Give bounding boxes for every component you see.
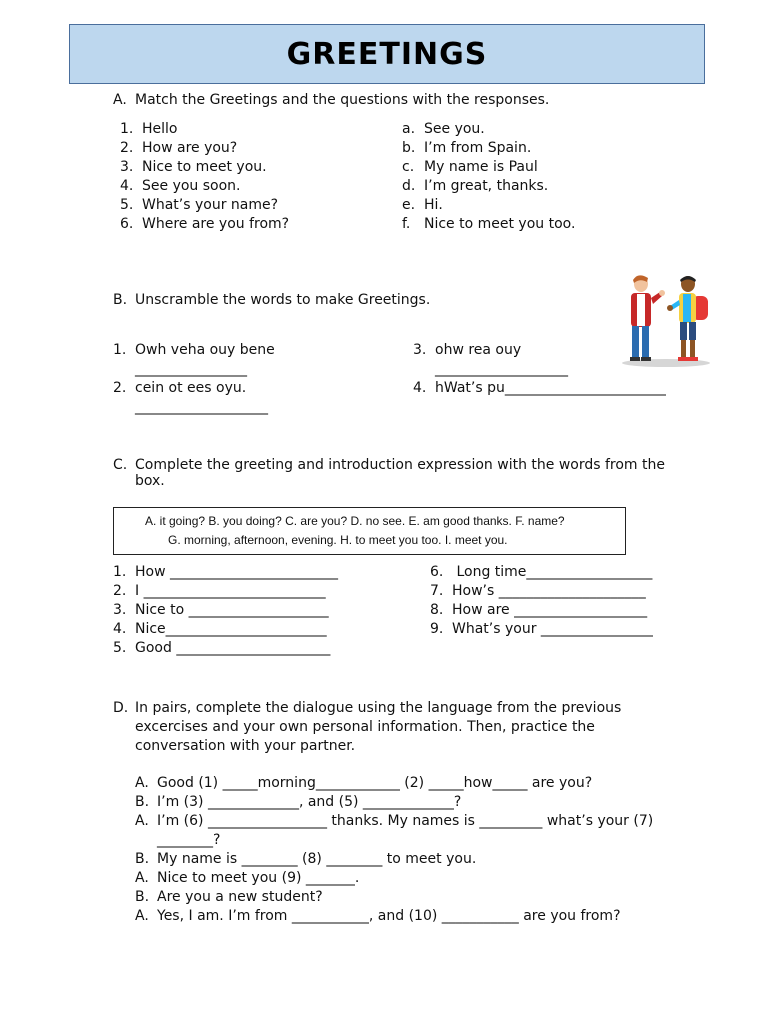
list-item: a. See you. [402,121,485,137]
section-d-instruction: D. In pairs, complete the dialogue using the language from the previous excercises and your own personal information. Then, practice the conversation with your partner. [113,700,622,754]
list-item: d. I’m great, thanks. [402,178,549,194]
dialogue-line[interactable]: ________? [157,832,221,848]
list-item: 1. Owh veha ouy bene [113,342,275,358]
section-a-instruction: A. Match the Greetings and the questions with the responses. [113,92,550,108]
list-item[interactable]: 4. Nice_______________________ [113,621,327,637]
list-item: 2. How are you? [120,140,238,156]
section-c-instruction: C. Complete the greeting and introduction expression with the words from the box. [113,457,665,489]
answer-blank[interactable]: ___________________ [135,399,268,415]
section-c-left-list [113,563,338,658]
list-item: f. Nice to meet you too. [402,216,576,232]
dialogue-line[interactable]: A. I’m (6) _________________ thanks. My names is _________ what’s your (7) [135,813,654,829]
word-box [113,507,626,555]
list-item: b. I’m from Spain. [402,140,532,156]
list-item: 2. cein ot ees oyu. [113,380,247,396]
section-b-instruction: B. Unscramble the words to make Greetings. [113,292,431,308]
students-illustration [618,270,714,370]
list-item[interactable]: 2. I __________________________ [113,583,326,599]
word-box-line: G. morning, afternoon, evening. H. to meet you too. I. meet you. [168,533,508,547]
list-item[interactable]: 9. What’s your ________________ [430,621,653,637]
section-a-right-list [402,120,575,234]
list-item: 3. Nice to meet you. [120,159,267,175]
list-item[interactable]: 7. How’s _____________________ [430,583,646,599]
dialogue-line[interactable]: A. Good (1) _____morning____________ (2) _____how_____ are you? [135,775,593,791]
list-item[interactable]: 1. How ________________________ [113,564,338,580]
list-item: e. Hi. [402,197,443,213]
list-item: 4. hWat’s pu_______________________ [413,380,666,396]
list-item[interactable]: 8. How are ___________________ [430,602,648,618]
list-item[interactable]: 3. Nice to ____________________ [113,602,329,618]
dialogue-line[interactable]: B. I’m (3) _____________, and (5) _____________? [135,794,462,810]
dialogue-line[interactable]: B. Are you a new student? [135,889,323,905]
list-item: 4. See you soon. [120,178,241,194]
dialogue-line[interactable]: B. My name is ________ (8) ________ to meet you. [135,851,477,867]
dialogue-line[interactable]: A. Nice to meet you (9) _______. [135,870,360,886]
word-box-line: A. it going? B. you doing? C. are you? D. no see. E. am good thanks. F. name? [145,514,565,528]
list-item[interactable]: 6. Long time__________________ [430,564,653,580]
page-title: GREETINGS [286,36,488,72]
section-c-right-list [430,563,653,639]
dialogue [135,774,653,926]
answer-blank[interactable]: ___________________ [435,361,568,377]
list-item: 1. Hello [120,121,178,137]
list-item: c. My name is Paul [402,159,538,175]
section-a-left-list [120,120,289,234]
list-item: 6. Where are you from? [120,216,290,232]
list-item: 5. What’s your name? [120,197,279,213]
list-item: 3. ohw rea ouy [413,342,522,358]
answer-blank[interactable]: ________________ [135,361,247,377]
list-item[interactable]: 5. Good ______________________ [113,640,331,656]
title-banner [69,24,705,84]
dialogue-line[interactable]: A. Yes, I am. I’m from ___________, and (10) ___________ are you from? [135,908,621,924]
